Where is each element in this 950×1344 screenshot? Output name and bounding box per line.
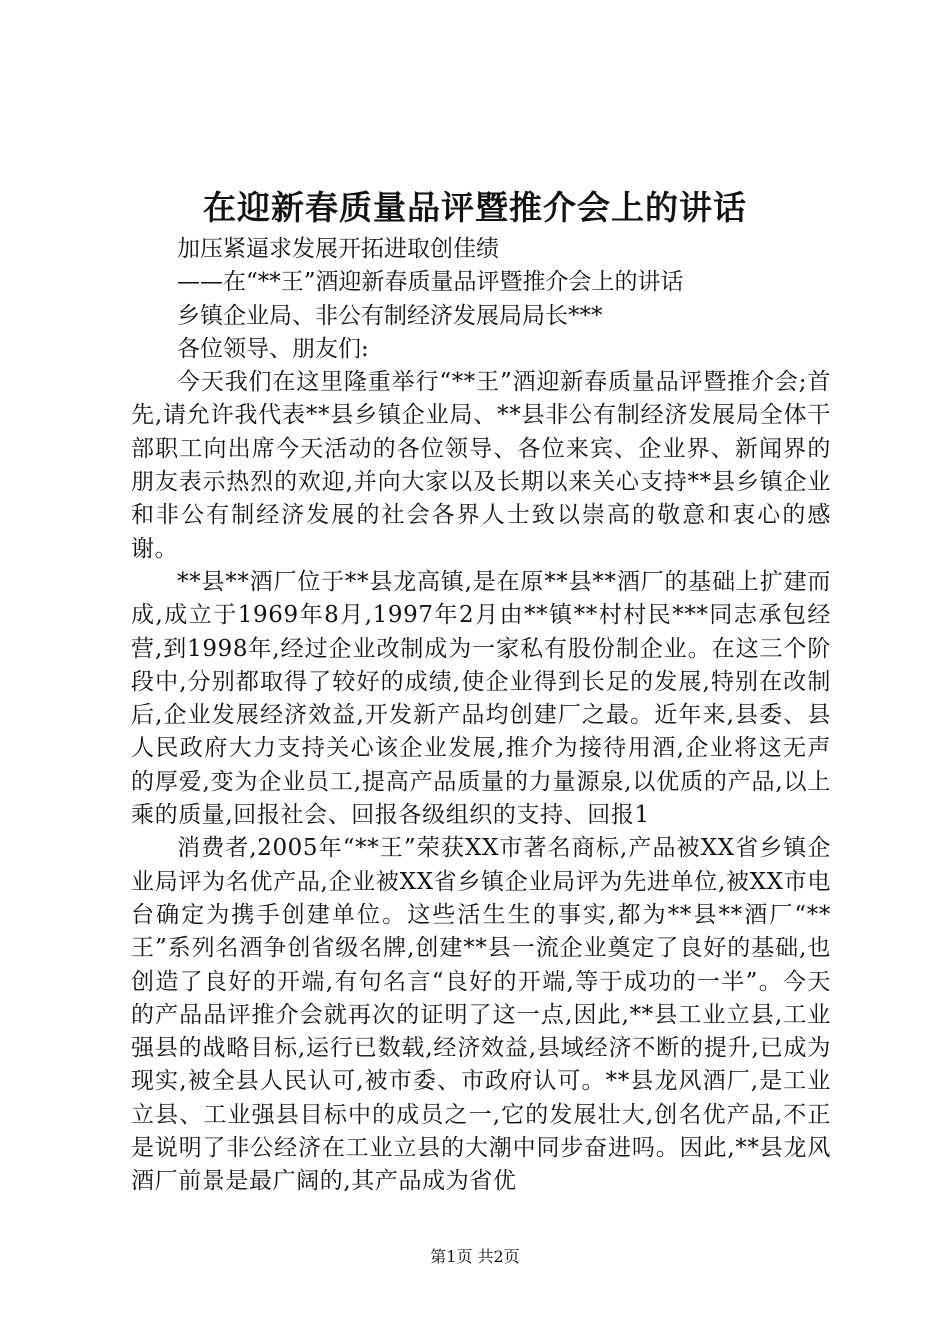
page-number-footer: 第1页 共2页 bbox=[430, 1247, 520, 1266]
salutation: 各位领导、朋友们: bbox=[177, 335, 369, 362]
paragraph: **县**酒厂位于**县龙高镇,是在原**县**酒厂的基础上扩建而成,成立于1969年8月,1997年2月由**镇**村村民***同志承包经营,到1998年,经过企业改制成为一家私有股份制企业。在这三个阶段中,分别都取得了较好的成绩,使企业得到长足的发展,特别在改制后,企业发展经济效益,开发新产品均创建厂之最。近年来,县委、县人民政府大力支持关心该企业发展,推介为接待用酒,企业将这无声的厚爱,变为企业员工,提高产品质量的力量源泉,以优质的产品,以上乘的质量,回报社会、回报各级组织的支持、回报1 bbox=[131, 568, 831, 829]
document-body bbox=[131, 233, 831, 1199]
paragraph: 消费者,2005年“**王”荣获XX市著名商标,产品被XX省乡镇企业局评为名优产品,企业被XX省乡镇企业局评为先进单位,被XX市电台确定为携手创建单位。这些活生生的事实,都为**县**酒厂“**王”系列名酒争创省级名牌,创建**县一流企业奠定了良好的基础,也创造了良好的开端,有句名言“良好的开端,等于成功的一半”。今天的产品品评推介会就再次的证明了这一点,因此,**县工业立县,工业强县的战略目标,运行已数载,经济效益,县域经济不断的提升,已成为现实,被全县人民认可,被市委、市政府认可。**县龙风酒厂,是工业立县、工业强县目标中的成员之一,它的发展壮大,创名优产品,不正是说明了非公经济在工业立县的大潮中同步奋进吗。因此,**县龙风酒厂前景是最广阔的,其产品成为省优 bbox=[131, 835, 831, 1195]
paragraph: 今天我们在这里隆重举行“**王”酒迎新春质量品评暨推介会;首先,请允许我代表**县乡镇企业局、**县非公有制经济发展局全体干部职工向出席今天活动的各位领导、各位来宾、企业界、新闻界的朋友表示热烈的欢迎,并向大家以及长期以来关心支持**县乡镇企业和非公有制经济发展的社会各界人士致以崇高的敬意和衷心的感谢。 bbox=[131, 369, 831, 562]
subtitle-speech-occasion: ——在“**王”酒迎新春质量品评暨推介会上的讲话 bbox=[177, 269, 684, 296]
speaker-line: 乡镇企业局、非公有制经济发展局局长*** bbox=[177, 302, 603, 329]
subtitle: 加压紧逼求发展开拓进取创佳绩 bbox=[177, 236, 499, 262]
document-title: 在迎新春质量品评暨推介会上的讲话 bbox=[203, 188, 747, 227]
